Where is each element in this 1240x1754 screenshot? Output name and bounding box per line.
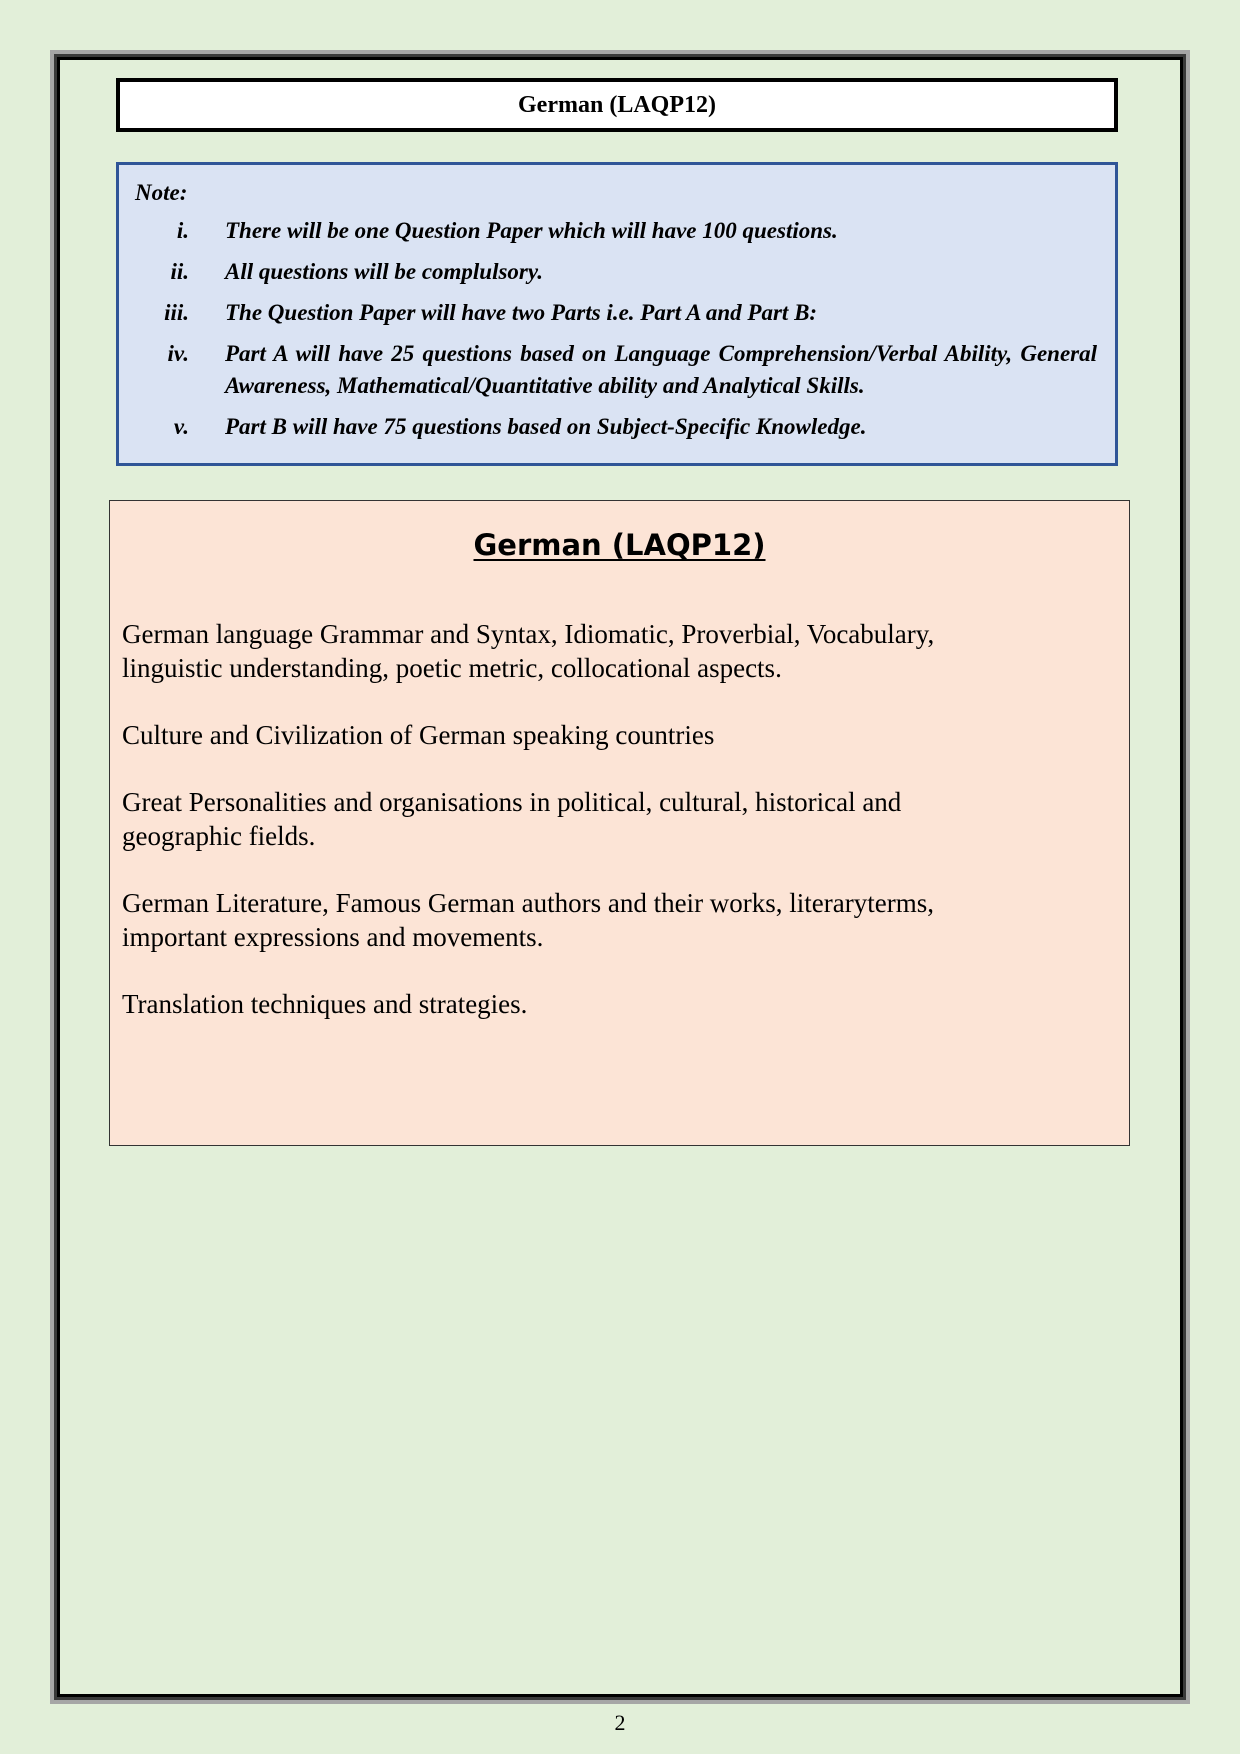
syllabus-title: German (LAQP12) xyxy=(473,528,766,562)
note-box xyxy=(116,162,1118,466)
note-item-number: i. xyxy=(176,218,189,243)
note-item-text: There will be one Question Paper which will have 100 questions. xyxy=(225,218,838,243)
note-item-text: The Question Paper will have two Parts i.e. Part A and Part B: xyxy=(225,300,818,325)
syllabus-paragraph: German Literature, Famous German authors and their works, literaryterms, important expressions and movements. xyxy=(122,888,934,952)
note-item xyxy=(135,338,1097,402)
note-item xyxy=(135,215,1097,247)
syllabus-content xyxy=(122,617,1117,1021)
header-title-box xyxy=(116,78,1118,132)
note-item xyxy=(135,297,1097,329)
note-list xyxy=(135,215,1097,443)
header-title: German (LAQP12) xyxy=(518,91,716,118)
note-item-text: All questions will be complulsory. xyxy=(225,259,543,284)
note-item-number: iii. xyxy=(164,300,189,325)
note-item-text: Part A will have 25 questions based on Language Comprehension/Verbal Ability, General Awareness, Mathematical/Quantitative ability and Analytical Skills. xyxy=(225,341,1097,398)
note-item xyxy=(135,411,1097,443)
note-item-number: iv. xyxy=(167,341,189,366)
note-heading: Note: xyxy=(135,180,188,205)
note-item xyxy=(135,256,1097,288)
syllabus-box xyxy=(109,500,1130,1146)
syllabus-paragraph: Translation techniques and strategies. xyxy=(122,989,528,1019)
note-item-number: v. xyxy=(173,414,189,439)
syllabus-paragraph: Great Personalities and organisations in political, cultural, historical and geographic fields. xyxy=(122,787,902,851)
note-item-text: Part B will have 75 questions based on Subject-Specific Knowledge. xyxy=(225,414,867,439)
page-number: 2 xyxy=(614,1710,626,1735)
note-item-number: ii. xyxy=(170,259,189,284)
syllabus-paragraph: German language Grammar and Syntax, Idiomatic, Proverbial, Vocabulary, linguistic understanding, poetic metric, collocational aspects. xyxy=(122,619,935,683)
syllabus-paragraph: Culture and Civilization of German speaking countries xyxy=(122,720,715,750)
